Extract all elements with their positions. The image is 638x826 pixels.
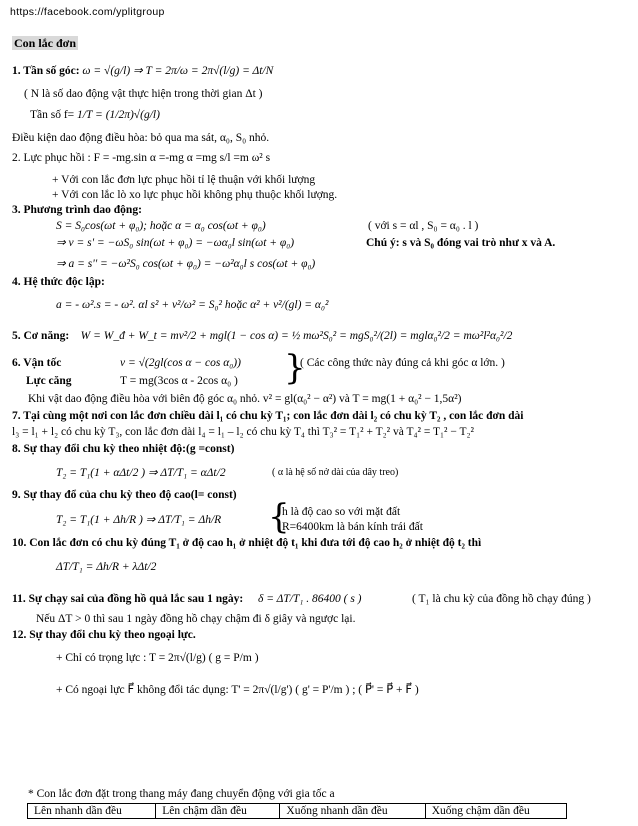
s8-note: ( α là hệ số nở dài của dây treo) <box>272 467 399 478</box>
s10-label: 10. Con lắc đơn có chu kỳ đúng T₁ ở độ cao h₁ ở nhiệt độ t₁ khi đưa tới độ cao h₂ ở nhiệt độ t₂ thì <box>12 537 482 549</box>
s11-eq: δ = ΔT/T₁ . 86400 ( s ) <box>258 593 362 605</box>
s12-elevator: * Con lắc đơn đặt trong thang máy đang chuyển động với gia tốc a <box>28 788 335 800</box>
s3-label: 3. Phương trình dao động: <box>12 204 142 216</box>
table-cell: Xuống nhanh dần đều <box>280 804 425 819</box>
table-cell: Xuống chậm dần đều <box>425 804 566 819</box>
s8-label: 8. Sự thay đổi chu kỳ theo nhiệt độ:(g =const) <box>12 443 235 455</box>
s7-line1: 7. Tại cùng một nơi con lắc đơn chiều dài l₁ có chu kỳ T₁; con lắc đơn dài l₂ có chu kỳ T₂ , con lắc đơn dài <box>12 410 524 422</box>
table-cell: Lên chậm dần đều <box>156 804 280 819</box>
s6-velocity-eq: v = √(2gl(cos α − cos α₀)) <box>120 357 241 369</box>
table-cell: Lên nhanh dần đều <box>28 804 156 819</box>
s9-eq: T₂ = T₁(1 + Δh/R ) ⇒ ΔT/T₁ = Δh/R <box>56 514 222 526</box>
header-url[interactable]: https://facebook.com/yplitgroup <box>10 6 165 18</box>
s12-line2: + Có ngoại lực F⃗ không đổi tác dụng: T' = 2π√(l/g') ( g' = P'/m ) ; ( P⃗' = P⃗ + F⃗ ) <box>56 684 419 696</box>
s10-eq: ΔT/T₁ = Δh/R + λΔt/2 <box>56 561 157 573</box>
s12-line1: + Chỉ có trọng lực : T = 2π√(l/g) ( g = P/m ) <box>56 652 259 664</box>
s6-tension-eq: T = mg(3cos α - 2cos α₀ ) <box>120 375 238 387</box>
s1-condition: Điều kiện dao động điều hòa: bỏ qua ma sát, α₀, S₀ nhỏ. <box>12 132 270 144</box>
s6-velocity: 6. Vận tốc <box>12 357 62 369</box>
s3-eq1-note: ( với s = αl , S₀ = α₀ . l ) <box>368 220 479 232</box>
s4-label: 4. Hệ thức độc lập: <box>12 276 105 288</box>
s9-note1: h là độ cao so với mặt đất <box>282 506 401 518</box>
s3-eq1: S = S₀cos(ωt + φ₀); hoặc α = α₀ cos(ωt + φ₀) <box>56 220 266 232</box>
s5-energy: 5. Cơ năng: W = W_đ + W_t = mv²/2 + mgl(1 − cos α) = ½ mω²S₀² = mgS₀²/(2l) = mglα₀²/2 = mω²l²α₀²/2 <box>12 330 513 342</box>
table-row <box>28 804 567 819</box>
s12-label: 12. Sự thay đổi chu kỳ theo ngoại lực. <box>12 629 196 641</box>
elevator-table <box>27 803 567 819</box>
brace-symbol-2: { <box>268 497 290 537</box>
s3-eq3: ⇒ a = s'' = −ω²S₀ cos(ωt + φ₀) = −ω²α₀l s cos(ωt + φ₀) <box>56 258 316 270</box>
s3-eq2-note: Chú ý: s và S₀ đóng vai trò như x và A. <box>366 237 556 249</box>
s9-label: 9. Sự thay đổ của chu kỳ theo độ cao(l= const) <box>12 489 237 501</box>
s6-velocity-note: ( Các công thức này đúng cả khi góc α lớn. ) <box>300 357 505 369</box>
s4-eq: a = - ω².s = - ω². αl s² + v²/ω² = S₀² hoặc α² + v²/(gl) = α₀² <box>56 299 329 311</box>
s2-restoring-force: 2. Lực phục hồi : F = -mg.sin α =-mg α =mg s/l =m ω² s <box>12 152 271 164</box>
s11-line2: Nếu ΔT > 0 thì sau 1 ngày đồng hồ chạy chậm đi δ giây và ngược lại. <box>36 613 356 625</box>
s8-eq: T₂ = T₁(1 + αΔt/2 ) ⇒ ΔT/T₁ = αΔt/2 <box>56 467 226 479</box>
brace-symbol: } <box>284 348 306 388</box>
s11-label: 11. Sự chạy sai của đồng hồ quả lắc sau 1 ngày: <box>12 593 244 605</box>
s6-small-angle: Khi vật dao động điều hòa với biên độ góc α₀ nhỏ. v² = gl(α₀² − α²) và T = mg(1 + α₀² − 1,5α²) <box>28 393 462 405</box>
s9-note2: R=6400km là bán kính trái đất <box>282 521 423 533</box>
s11-note: ( T₁ là chu kỳ của đồng hồ chạy đúng ) <box>412 593 591 605</box>
s1-note: ( N là số dao động vật thực hiện trong thời gian Δt ) <box>24 88 263 100</box>
s3-eq2: ⇒ v = s' = −ωS₀ sin(ωt + φ₀) = −ωα₀l sin(ωt + φ₀) <box>56 237 295 249</box>
s6-tension: Lực căng <box>26 375 72 387</box>
s2-line1: + Với con lắc đơn lực phục hồi tỉ lệ thuận với khối lượng <box>52 174 316 186</box>
s2-line2: + Với con lắc lò xo lực phục hồi không phụ thuộc khối lượng. <box>52 189 338 201</box>
s1-frequency: Tần số f= 1/T = (1/2π)√(g/l) <box>30 109 160 121</box>
section-title: Con lắc đơn <box>14 36 76 50</box>
s1-angular-frequency: 1. Tần số góc: ω = √(g/l) ⇒ T = 2π/ω = 2π√(l/g) = Δt/N <box>12 65 274 77</box>
s7-line2: l₃ = l₁ + l₂ có chu kỳ T₃, con lắc đơn dài l₄ = l₁ – l₂ có chu kỳ T₄ thì T₃² = T₁² + T₂² và T₄² = T₁² − T₂² <box>12 426 474 438</box>
